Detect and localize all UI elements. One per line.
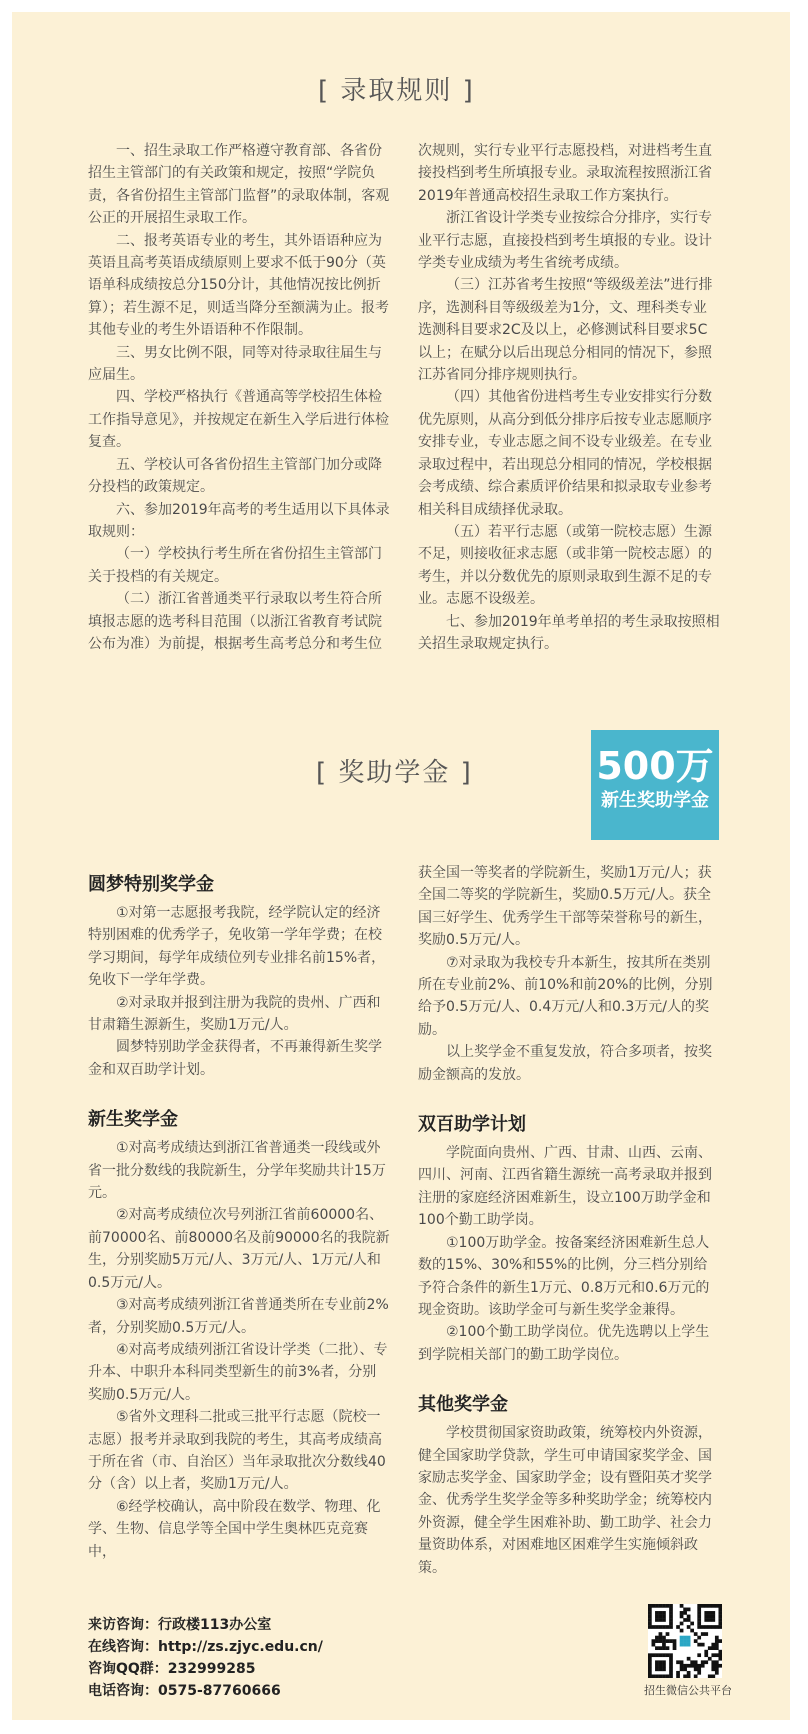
paragraph: ②对录取并报到注册为我院的贵州、广西和甘肃籍生源新生，奖励1万元/人。 xyxy=(88,994,381,1034)
badge-label: 新生奖助学金 xyxy=(601,790,709,811)
paragraph: 三、男女比例不限，同等对待录取往届生与应届生。 xyxy=(88,344,382,384)
section-title-scholarships: [ 奖助学金 ] xyxy=(316,758,473,788)
paragraph: ⑤省外文理科二批或三批平行志愿（院校一志愿）报考并录取到我院的考生，其高考成绩高于所在省（市、自治区）当年录取批次分数线40分（含）以上者，奖励1万元/人。 xyxy=(88,1409,386,1493)
rules-left-column xyxy=(88,140,390,655)
paragraph: 以上奖学金不重复发放，符合多项者，按奖励金额高的发放。 xyxy=(418,1044,712,1083)
paragraph: 一、招生录取工作严格遵守教育部、各省份招生主管部门的有关政策和规定，按照“学院负责，各省份招生主管部门监督”的录取体制，客观公正的开展招生录取工作。 xyxy=(88,143,390,227)
paragraph: ③对高考成绩列浙江省普通类所在专业前2%者，分别奖励0.5万元/人。 xyxy=(88,1297,389,1336)
paragraph: ⑥经学校确认，高中阶段在数学、物理、化学、生物、信息学等全国中学生奥林匹克竞赛中， xyxy=(88,1498,381,1560)
paragraph: ④对高考成绩列浙江省设计学类（二批）、专升本、中职升本科同类型新生的前3%者，分别奖励0.5万元/人。 xyxy=(88,1341,388,1403)
scholarship-left-column xyxy=(88,872,390,1563)
badge-amount: 500万 xyxy=(596,744,714,788)
qq-group: 咨询QQ群：232999285 xyxy=(88,1661,256,1677)
scholarship-badge xyxy=(591,730,719,840)
heading-other-scholarships: 其他奖学金 xyxy=(418,1394,508,1416)
competition-award-text: 获全国一等奖者的学院新生，奖励1万元/人；获全国二等奖的学院新生，奖励0.5万元/人。获全国三好学生、优秀学生干部等荣誉称号的新生，奖励0.5万元/人。 xyxy=(418,865,712,949)
paragraph: 四、学校严格执行《普通高等学校招生体检工作指导意见》，并按规定在新生入学后进行体检复查。 xyxy=(88,389,389,451)
paragraph: 二、报考英语专业的考生，其外语语种应为英语且高考英语成绩原则上要求不低于90分（英语单科成绩按总分150分计，其他情况按比例折算）；若生源不足，则适当降分至额满为止。报考其他专业的考生外语语种不作限制。 xyxy=(88,232,389,339)
paragraph: （三）江苏省考生按照“等级级差法”进行排序，选测科目等级级差为1分，文、理科类专业选测科目要求2C及以上，必修测试科目要求5C以上；在赋分以后出现总分相同的情况下，参照江苏省同分排序规则执行。 xyxy=(418,277,713,384)
paragraph: （四）其他省份进档考生专业安排实行分数优先原则，从高分到低分排序后按专业志愿顺序安排专业，专业志愿之间不设专业级差。在专业录取过程中，若出现总分相同的情况，学校根据会考成绩、综合素质评价结果和拟录取专业参考相关科目成绩择优录取。 xyxy=(418,389,712,518)
contact-info xyxy=(88,1614,323,1702)
qr-label: 招生微信公共平台 xyxy=(644,1684,732,1697)
paragraph: 学校贯彻国家资助政策，统筹校内外资源，健全国家助学贷款，学生可申请国家奖学金、国家励志奖学金、国家助学金；设有暨阳英才奖学金、优秀学生奖学金等多种奖助学金；统筹校内外资源，健全学生困难补助、勤工助学、社会力量资助体系，对困难地区困难学生实施倾斜政策。 xyxy=(418,1425,712,1576)
rules-continued-text: 次规则，实行专业平行志愿投档，对进档考生直接投档到考生所填报专业。录取流程按照浙江省2019年普通高校招生录取工作方案执行。 xyxy=(418,143,712,204)
visit-consultation: 来访咨询：行政楼113办公室 xyxy=(88,1617,272,1633)
paragraph: ②100个勤工助学岗位。优先选聘以上学生到学院相关部门的勤工助学岗位。 xyxy=(418,1324,710,1363)
heading-freshman-scholarship: 新生奖学金 xyxy=(88,1109,178,1131)
paragraph: ①对高考成绩达到浙江省普通类一段线或外省一批分数线的我院新生，分学年奖励共计15万元。 xyxy=(88,1140,386,1202)
paragraph: 浙江省设计学类专业按综合分排序，实行专业平行志愿，直接投档到考生填报的专业。设计学类专业成绩为考生省统考成绩。 xyxy=(418,210,712,272)
paragraph: 七、参加2019年单考单招的考生录取按照相关招生录取规定执行。 xyxy=(418,613,720,652)
rules-right-column xyxy=(418,140,720,655)
heading-double-hundred-plan: 双百助学计划 xyxy=(418,1114,526,1136)
paragraph: 六、参加2019年高考的考生适用以下具体录取规则： xyxy=(88,501,390,540)
paragraph: 学院面向贵州、广西、甘肃、山西、云南、四川、河南、江西省籍生源统一高考录取并报到注册的家庭经济困难新生，设立100万助学金和100个勤工助学岗。 xyxy=(418,1145,712,1229)
section-title-admission-rules: [ 录取规则 ] xyxy=(318,76,475,106)
paragraph: （五）若平行志愿（或第一院校志愿）生源不足，则接收征求志愿（或非第一院校志愿）的考生，并以分数优先的原则录取到生源不足的专业。志愿不设级差。 xyxy=(418,523,712,608)
paragraph: 圆梦特别助学金获得者，不再兼得新生奖学金和双百助学计划。 xyxy=(88,1039,382,1078)
wechat-qr-code xyxy=(648,1604,722,1678)
paragraph: ①对第一志愿报考我院，经学院认定的经济特别困难的优秀学子，免收第一学年学费；在校学习期间，每学年成绩位列专业排名前15%者，免收下一学年学费。 xyxy=(88,905,386,989)
phone-consultation: 电话咨询：0575-87760666 xyxy=(88,1683,281,1699)
paragraph: ②对高考成绩位次号列浙江省前60000名、前70000名、前80000名及前90000名的我院新生，分别奖励5万元/人、3万元/人、1万元/人和0.5万元/人。 xyxy=(88,1207,390,1291)
paragraph: （一）学校执行考生所在省份招生主管部门关于投档的有关规定。 xyxy=(88,546,382,585)
paragraph: ①100万助学金。按备案经济困难新生总人数的15%、30%和55%的比例，分三档分别给予符合条件的新生1万元、0.8万元和0.6万元的现金资助。该助学金可与新生奖学金兼得。 xyxy=(418,1234,710,1318)
scholarship-right-column xyxy=(418,862,720,1579)
online-consultation-link[interactable]: 在线咨询：http://zs.zjyc.edu.cn/ xyxy=(88,1639,323,1655)
paragraph: 五、学校认可各省份招生主管部门加分或降分投档的政策规定。 xyxy=(88,456,382,496)
paragraph: （二）浙江省普通类平行录取以考生符合所填报志愿的选考科目范围（以浙江省教育考试院公布为准）为前提，根据考生高考总分和考生位 xyxy=(88,591,382,652)
heading-dream-scholarship: 圆梦特别奖学金 xyxy=(88,874,214,895)
paragraph: ⑦对录取为我校专升本新生，按其所在类别所在专业前2%、前10%和前20%的比例，分别给予0.5万元/人、0.4万元/人和0.3万元/人的奖励。 xyxy=(418,954,713,1038)
